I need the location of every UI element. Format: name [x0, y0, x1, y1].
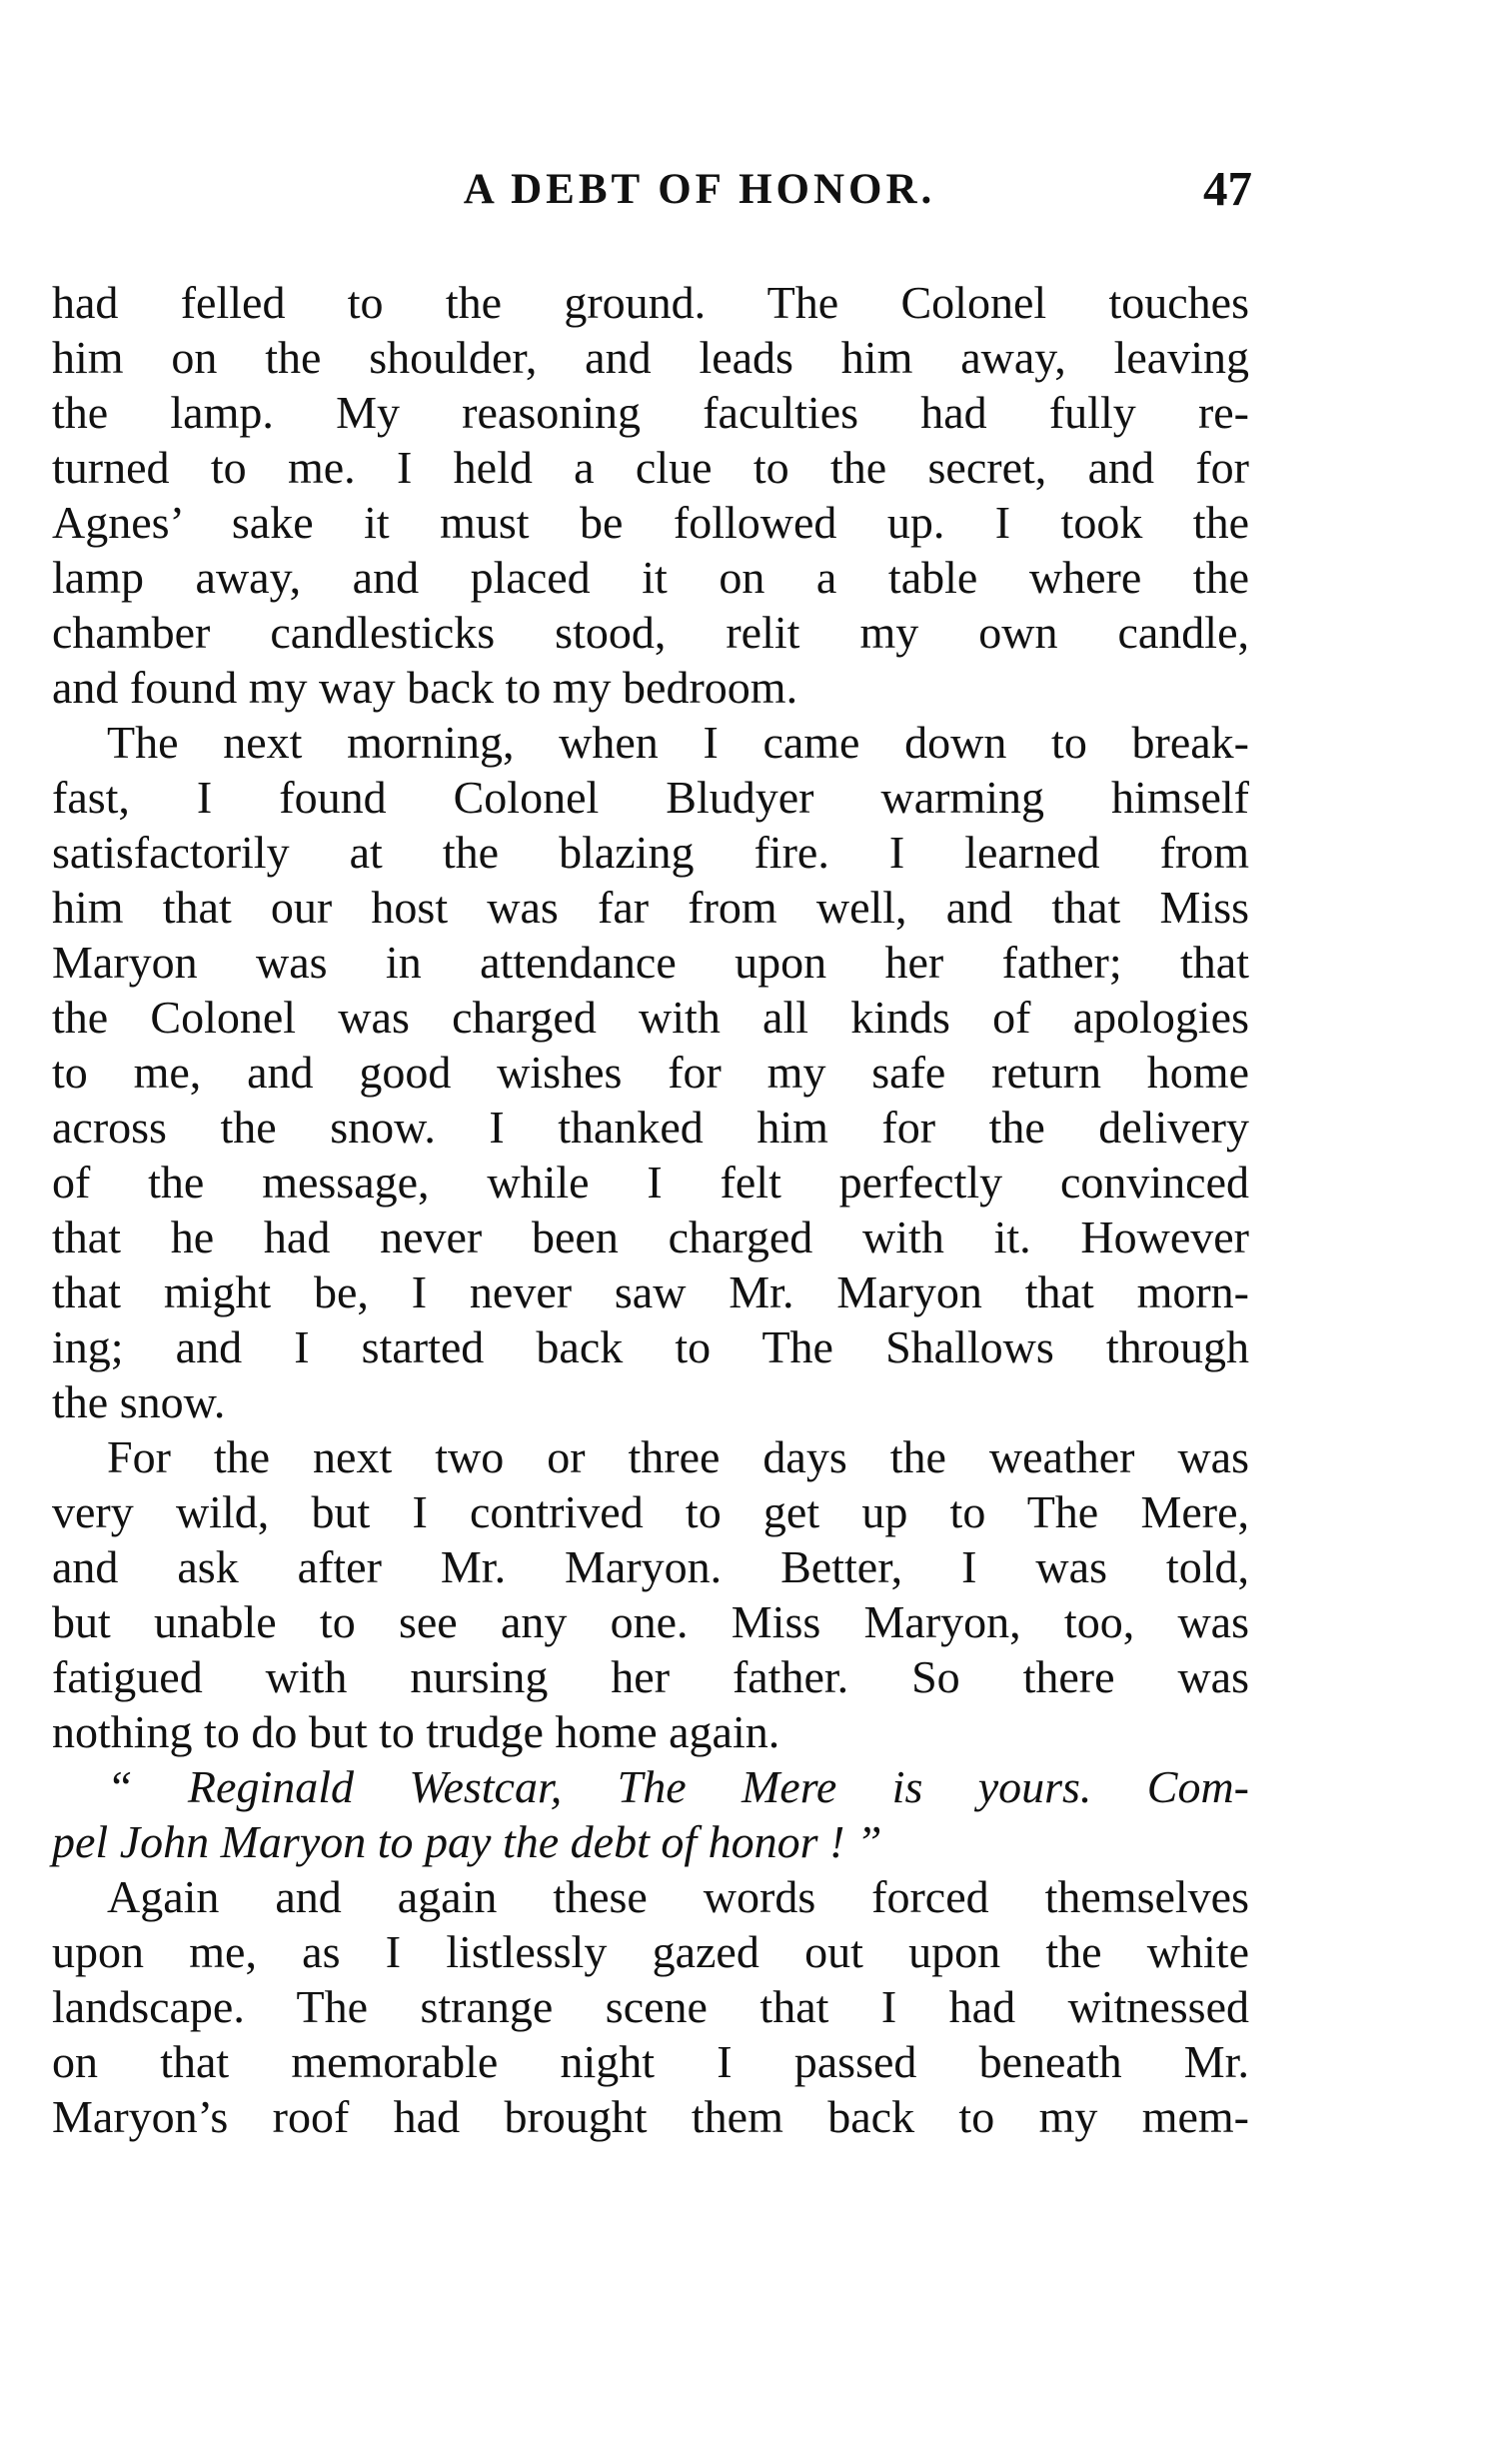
body-text [52, 275, 1249, 2144]
text-line: fatigued with nursing her father. So there was [52, 1651, 1249, 1702]
text-line: to me, and good wishes for my safe return home [52, 1047, 1249, 1098]
text-line: him on the shoulder, and leads him away, leaving [52, 332, 1249, 383]
text-line: but unable to see any one. Miss Maryon, too, was [52, 1596, 1249, 1647]
text-line: satisfactorily at the blazing fire. I learned from [52, 827, 1249, 878]
text-line: that might be, I never saw Mr. Maryon that morn- [52, 1266, 1249, 1317]
text-line: on that memorable night I passed beneath Mr. [52, 2036, 1249, 2087]
text-line: Agnes’ sake it must be followed up. I took the [52, 497, 1249, 548]
page-number: 47 [1203, 161, 1252, 216]
text-line: the snow. [52, 1376, 226, 1427]
text-line: For the next two or three days the weather was [107, 1431, 1249, 1482]
text-line: Maryon was in attendance upon her father; that [52, 937, 1249, 988]
text-line: him that our host was far from well, and that Miss [52, 882, 1249, 933]
text-line: Maryon’s roof had brought them back to my mem- [52, 2091, 1249, 2142]
text-line: pel John Maryon to pay the debt of honor ! ” [52, 1816, 882, 1867]
text-line: “ Reginald Westcar, The Mere is yours. Com- [107, 1761, 1249, 1812]
text-line: that he had never been charged with it. However [52, 1212, 1249, 1262]
text-line: upon me, as I listlessly gazed out upon the white [52, 1926, 1249, 1977]
running-head: A DEBT OF HONOR. [463, 166, 936, 213]
text-line: across the snow. I thanked him for the delivery [52, 1102, 1249, 1153]
text-line: the Colonel was charged with all kinds of apologies [52, 992, 1249, 1043]
text-line: landscape. The strange scene that I had witnessed [52, 1981, 1249, 2032]
text-line: The next morning, when I came down to break- [107, 717, 1249, 768]
text-line: and ask after Mr. Maryon. Better, I was told, [52, 1541, 1249, 1592]
text-line: turned to me. I held a clue to the secret, and for [52, 442, 1249, 493]
text-line: the lamp. My reasoning faculties had fully re- [52, 387, 1249, 438]
text-line: chamber candlesticks stood, relit my own candle, [52, 607, 1249, 658]
text-line: Again and again these words forced themselves [107, 1871, 1249, 1922]
text-line: very wild, but I contrived to get up to The Mere, [52, 1486, 1249, 1537]
text-line: had felled to the ground. The Colonel touches [52, 277, 1249, 328]
text-line: of the message, while I felt perfectly convinced [52, 1157, 1249, 1208]
text-line: lamp away, and placed it on a table where the [52, 552, 1249, 603]
text-line: fast, I found Colonel Bludyer warming himself [52, 772, 1249, 823]
text-line: ing; and I started back to The Shallows through [52, 1321, 1249, 1372]
text-line: nothing to do but to trudge home again. [52, 1706, 780, 1757]
text-line: and found my way back to my bedroom. [52, 662, 798, 713]
